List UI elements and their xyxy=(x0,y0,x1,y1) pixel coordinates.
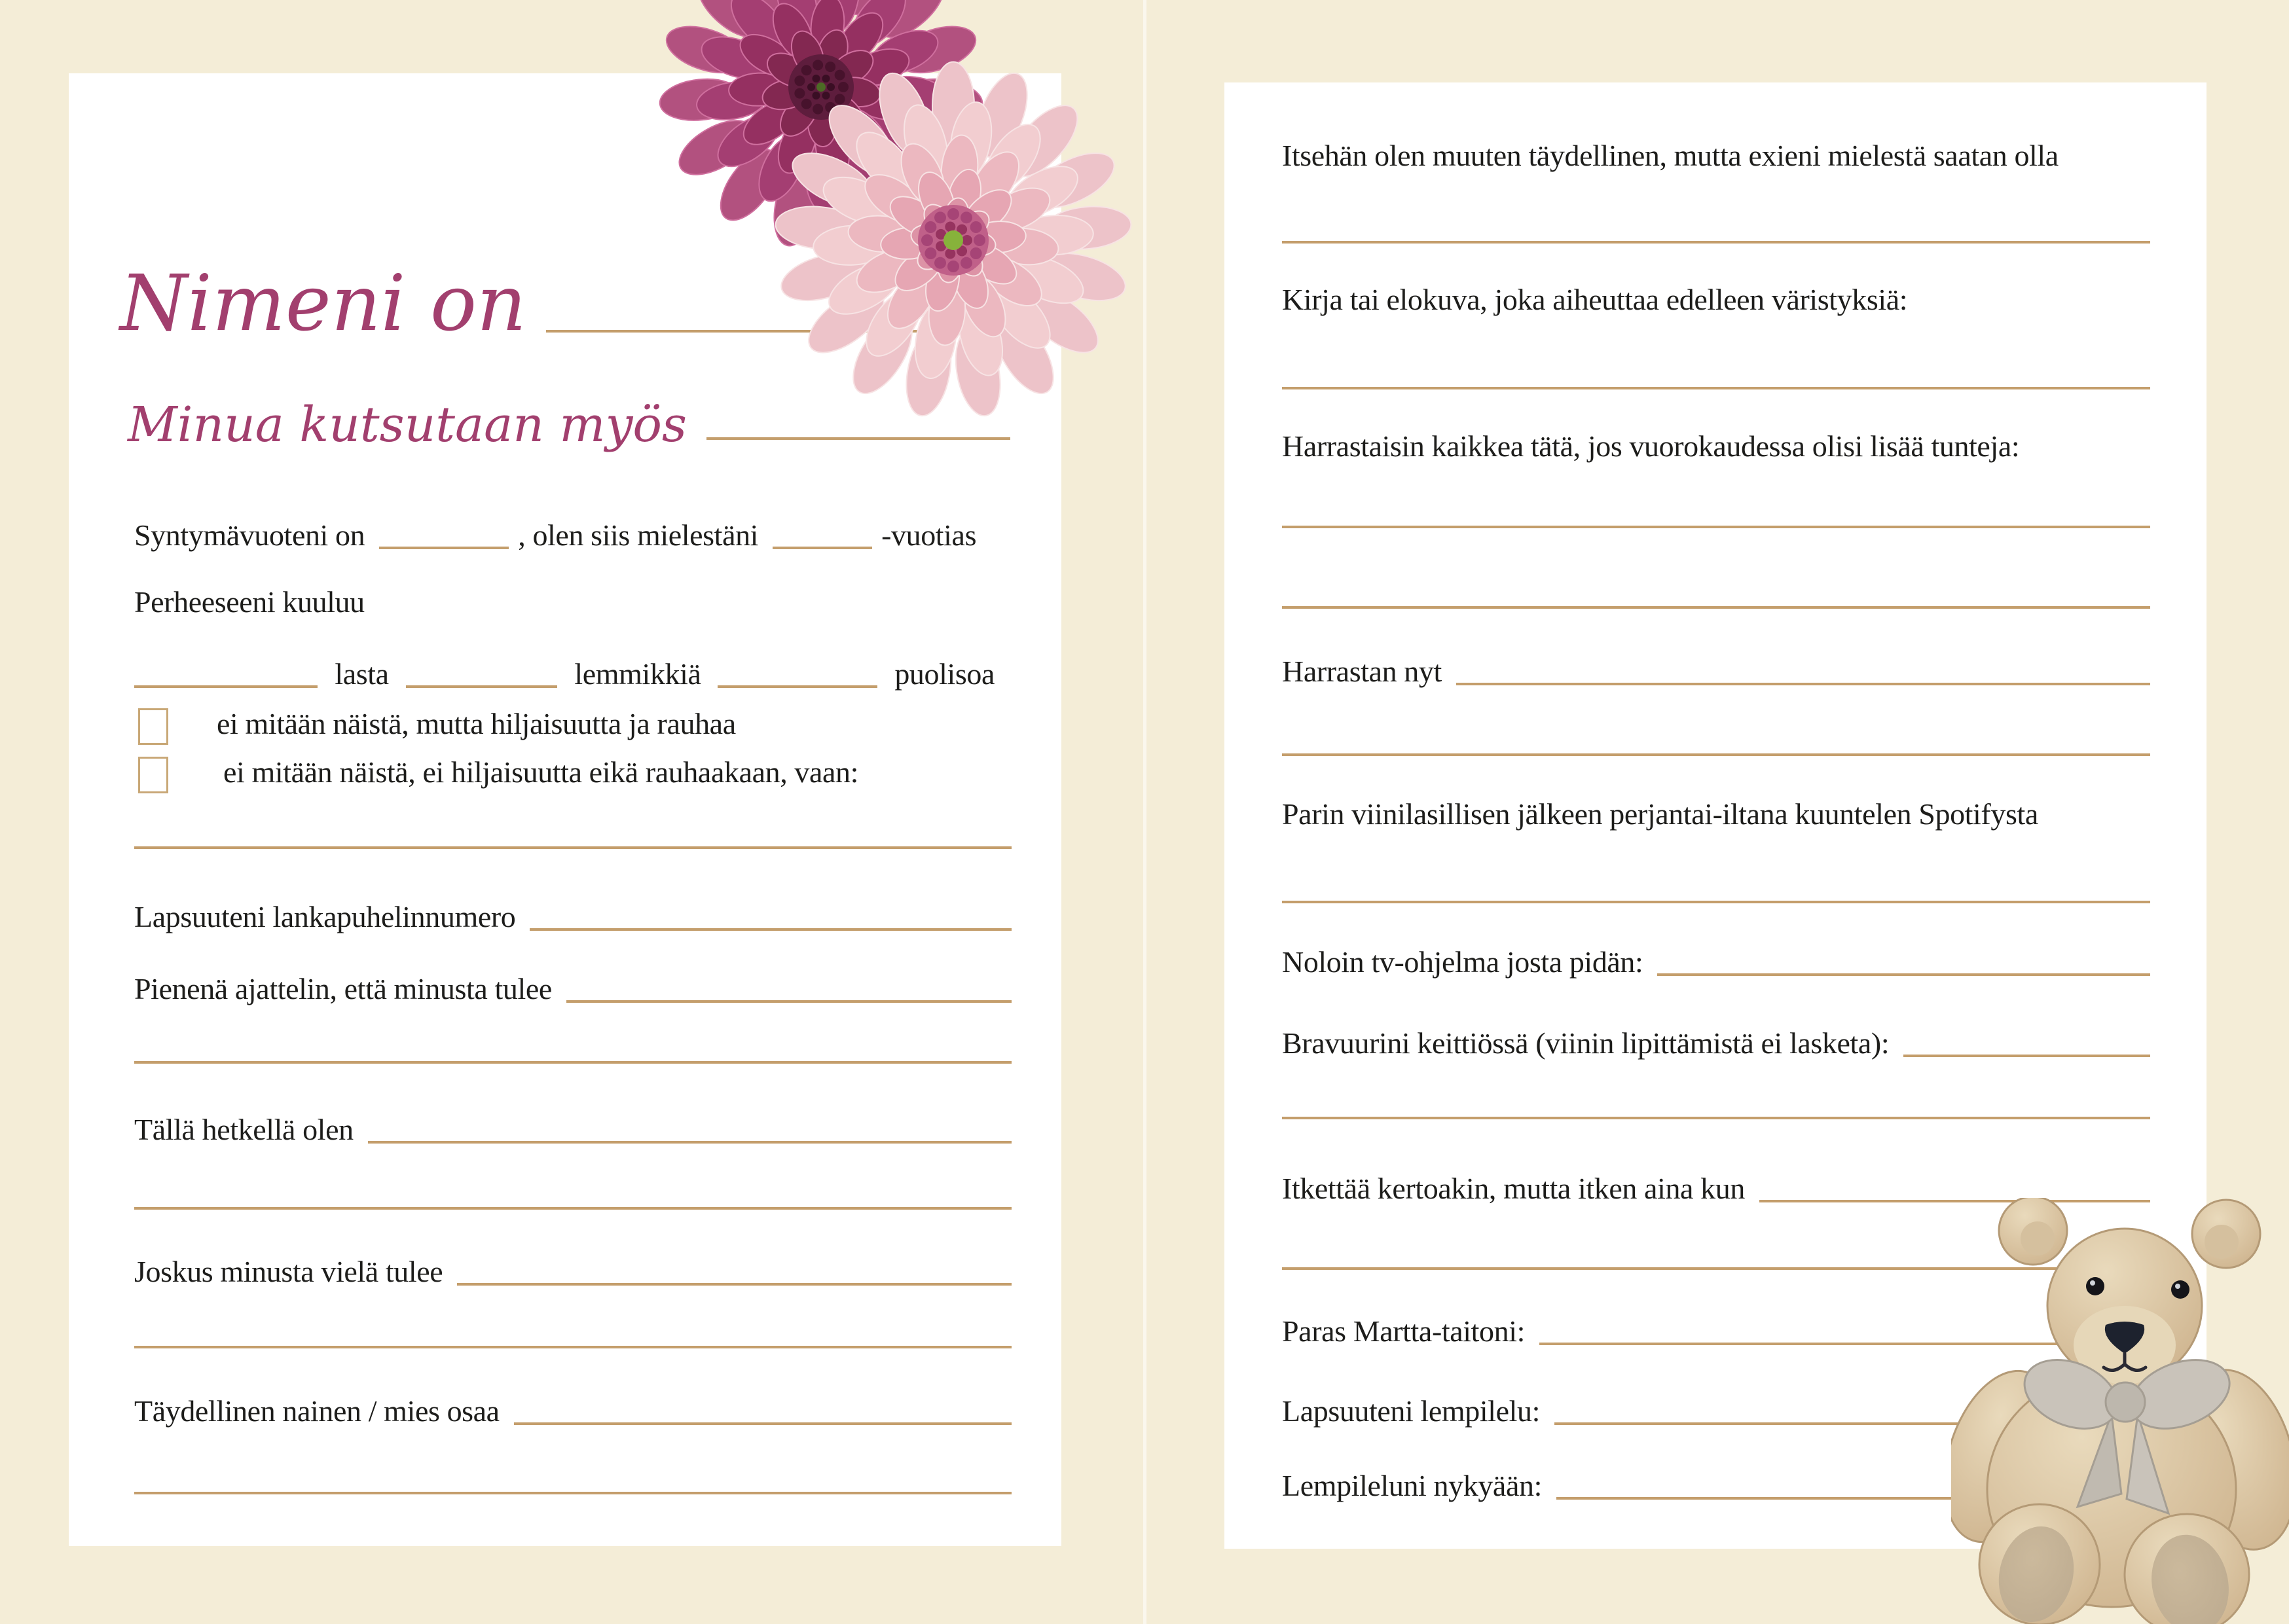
now-blank[interactable] xyxy=(368,1108,1012,1144)
someday-blank[interactable] xyxy=(457,1250,1012,1286)
cry-blank[interactable] xyxy=(1759,1166,2150,1202)
answer-line[interactable] xyxy=(1282,606,2150,609)
children-label: lasta xyxy=(335,657,389,691)
hobby-now-row xyxy=(1282,649,2150,689)
teddy-bear-image xyxy=(1951,1198,2289,1624)
family-label-row xyxy=(134,585,1012,620)
bear-left-eye xyxy=(2086,1277,2104,1295)
landline-row xyxy=(134,895,1012,935)
name-heading: Nimeni on xyxy=(120,258,526,348)
bear-right-eye xyxy=(2171,1280,2189,1299)
dahlia-flowers-image xyxy=(648,0,1133,419)
bear-left-eye-glint xyxy=(2090,1280,2095,1286)
vuotias-label: -vuotias xyxy=(881,518,977,552)
ex-label: Itsehän olen muuten täydellinen, mutta exieni mielestä saatan olla xyxy=(1282,139,2059,172)
bear-left-ear-inner xyxy=(2021,1221,2055,1255)
cooking-row xyxy=(1282,1021,2150,1061)
answer-line[interactable] xyxy=(134,1061,1012,1064)
answer-line[interactable] xyxy=(1282,753,2150,756)
family-label: Perheeseeni kuuluu xyxy=(134,585,365,619)
answer-line[interactable] xyxy=(1282,526,2150,528)
checkbox-no-silence-label: ei mitään näistä, ei hiljaisuutta eikä rauhaakaan, vaan: xyxy=(223,755,859,789)
birth-year-label: Syntymävuoteni on xyxy=(134,518,365,552)
someday-row xyxy=(134,1250,1012,1290)
answer-line[interactable] xyxy=(1282,387,2150,389)
spouse-count-blank[interactable] xyxy=(718,652,877,688)
hobby-now-blank[interactable] xyxy=(1456,649,2150,685)
age-label: , olen siis mielestäni xyxy=(518,518,759,552)
family-count-row xyxy=(134,652,1012,692)
birth-year-row xyxy=(134,513,1012,553)
book-spine xyxy=(1143,0,1146,1624)
perfect-label: Täydellinen nainen / mies osaa xyxy=(134,1394,500,1428)
answer-line[interactable] xyxy=(134,1207,1012,1210)
bear-right-ear-inner xyxy=(2205,1225,2239,1259)
child-dream-row xyxy=(134,967,1012,1007)
tv-row xyxy=(1282,940,2150,980)
cry-label: Itkettää kertoakin, mutta itken aina kun xyxy=(1282,1171,1745,1205)
landline-blank[interactable] xyxy=(530,895,1012,931)
child-dream-blank[interactable] xyxy=(566,967,1012,1003)
answer-line[interactable] xyxy=(1282,241,2150,244)
checkbox-silence[interactable] xyxy=(138,708,168,745)
hobby-now-label: Harrastan nyt xyxy=(1282,654,1442,688)
martta-label: Paras Martta-taitoni: xyxy=(1282,1314,1525,1348)
age-blank[interactable] xyxy=(773,513,872,549)
answer-line[interactable] xyxy=(1282,1117,2150,1119)
perfect-blank[interactable] xyxy=(514,1389,1012,1425)
book-label: Kirja tai elokuva, joka aiheuttaa edelleen väristyksiä: xyxy=(1282,283,1908,316)
spouse-label: puolisoa xyxy=(894,657,995,691)
hobby-wish-row xyxy=(1282,429,2150,464)
pets-label: lemmikkiä xyxy=(574,657,701,691)
childhood-toy-label: Lapsuuteni lempilelu: xyxy=(1282,1394,1541,1428)
book-row xyxy=(1282,283,2150,317)
ex-row xyxy=(1282,139,2150,173)
bear-right-eye-glint xyxy=(2175,1284,2180,1289)
nickname-heading: Minua kutsutaan myös xyxy=(128,397,687,453)
checkbox-row-2 xyxy=(138,755,1012,793)
checkbox-silence-label: ei mitään näistä, mutta hiljaisuutta ja rauhaa xyxy=(217,707,736,740)
checkbox-row-1 xyxy=(138,707,1012,745)
now-row xyxy=(134,1108,1012,1147)
cooking-label: Bravuurini keittiössä (viinin lipittämistä ei lasketa): xyxy=(1282,1026,1890,1060)
checkbox-no-silence[interactable] xyxy=(138,757,168,793)
tv-label: Noloin tv-ohjelma josta pidän: xyxy=(1282,945,1643,979)
answer-line[interactable] xyxy=(1282,901,2150,903)
toy-now-label: Lempileluni nykyään: xyxy=(1282,1468,1542,1502)
answer-line[interactable] xyxy=(134,1492,1012,1494)
hobby-wish-label: Harrastaisin kaikkea tätä, jos vuorokaudessa olisi lisää tunteja: xyxy=(1282,429,2020,463)
spotify-label: Parin viinilasillisen jälkeen perjantai-iltana kuuntelen Spotifysta xyxy=(1282,797,2038,831)
now-label: Tällä hetkellä olen xyxy=(134,1112,354,1146)
cooking-blank[interactable] xyxy=(1903,1021,2150,1057)
spotify-row xyxy=(1282,797,2150,832)
landline-label: Lapsuuteni lankapuhelinnumero xyxy=(134,899,516,933)
birth-year-blank[interactable] xyxy=(379,513,509,549)
answer-line[interactable] xyxy=(134,1346,1012,1348)
child-dream-label: Pienenä ajattelin, että minusta tulee xyxy=(134,971,552,1005)
perfect-row xyxy=(134,1389,1012,1429)
pets-count-blank[interactable] xyxy=(406,652,558,688)
children-count-blank[interactable] xyxy=(134,652,318,688)
answer-line[interactable] xyxy=(134,846,1012,849)
tv-blank[interactable] xyxy=(1657,940,2150,976)
someday-label: Joskus minusta vielä tulee xyxy=(134,1254,443,1288)
